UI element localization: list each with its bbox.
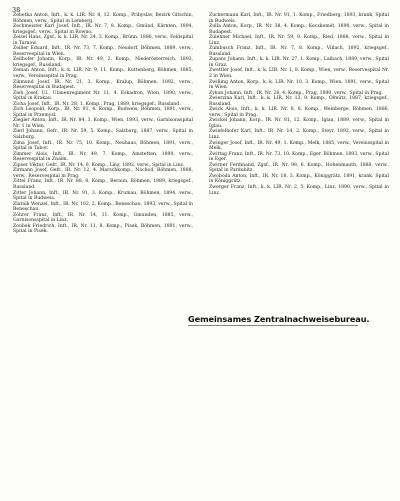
list-entry: Zwickel Johann, Korp., IR. Nr. 81, 12. Komp., Iglau, 1889, verw., Spital in Iglau. [209,118,389,129]
section-heading: Gemeinsames Zentralnachweisebureau. [188,314,388,324]
list-entry: Zykan Johann, Inft., IR. Nr. 28, 4. Komp., Prag, 1890, verw., Spital in Prag. [209,90,383,96]
list-entry: Zimmer Alois, Inft., IR. Nr. 49, 7. Komp., Amstetten, 1890, verw., Reservespital in Znaim. [13,151,193,163]
list-entry: Zwick Alois, Inft., k. k. LIR. Nr. 8, 8. Komp., Weinberge, Böhmen, 1886, verw., Spital in Prag. [209,107,389,118]
list-entry: Zima Josef, Inft., IR. Nr. 75, 10. Komp., Neuhaus, Böhmen, 1891, verw., Spital in Tabor. [13,140,193,152]
list-entry: Zikmund Josef, IR. Nr. 21, 3. Komp., Kralup, Böhmen, 1892, verw., Reservespital in Budapest. [13,79,193,91]
list-entry: Zwerger Franz, Inft., k. k. LIR. Nr. 2, 5. Komp., Linz, 1890, verw., Spital in Linz. [209,184,389,196]
list-entry: Zwettler Josef, Inft., k. k. LIR. Nr. 1, 8. Komp., Wien, verw., Reservespital Nr. 2 in Wien. [209,68,389,80]
right-column [209,13,389,196]
list-entry: Ziegler Anton, Inft., IR. Nr. 84, 3. Komp., Wien, 1893, verw., Garnisonsspital Nr. 1 in Wien. [13,118,193,129]
list-entry: Zwittag Franz, Inft., IR. Nr. 73, 10. Komp., Eger, Böhmen, 1893, verw., Spital in Eger. [209,151,389,163]
list-entry: Zwoboda Anton, Inft., IR. Nr. 18, 3. Komp., Königgrätz, 1891, krank, Spital in Königgrätz. [209,173,389,185]
list-entry: Zeilhofer Johann, Korp., IR. Nr. 49, 2. Komp., Niederösterreich, 1893, kriegsgef., Russland. [13,57,193,68]
list-entry: Zipser Viktor, Gefr., IR. Nr. 14, 6. Komp., Linz, 1892, verw., Spital in Linz. [13,162,185,168]
list-entry: Zwilling Anton, Korp., k. k. LIR. Nr. 10, 3. Komp., Wien, 1891, verw., Spital in Wien. [209,79,389,91]
list-entry: Zupanc Johann, Inft., k. k. LIR. Nr. 27, 1. Komp., Laibach, 1889, verw., Spital in Graz. [209,57,389,68]
list-entry: Zuckermann Karl, Inft., IR. Nr. 91, 1. Komp., Friedberg, 1893, krank, Spital in Budweis. [209,13,389,24]
list-entry: Zeman Anton, Inft., k. k. LIR. Nr. 9, 11. Komp., Kuttenberg, Böhmen, 1885, verw., Vereinsspital in Prag. [13,68,193,80]
list-entry: Zulehner Michael, Inft., IR. Nr. 59, 9. Komp., Ried, 1888, verw., Spital in Linz. [209,35,389,46]
list-entry: Zwinger Josef, Inft., IR. Nr. 49, 1. Komp., Melk, 1885, verw., Vereinsspital in Melk. [209,140,389,152]
list-entry: Zicha Josef, Inft., IR. Nr. 28, 1. Komp., Prag, 1889, kriegsgef., Russland. [13,101,181,107]
list-entry: Zeisel Hans, Zgsf., k. k. LIR. Nr. 24, 3. Komp., Brünn, 1886, verw., Feldspital in Tarnow. [13,35,193,46]
list-entry: Zeiller Eduard, Inft., IR. Nr. 73, 7. Komp., Neudorf, Böhmen, 1889, verw., Reservespital in Wien. [13,46,193,57]
page-number: 38 [12,6,21,14]
list-entry: Zumbusch Franz, Inft., IR. Nr. 7, 8. Komp., Villach, 1892, kriegsgef., Russland. [209,46,389,57]
list-entry: Zöhrer Franz, Inft., IR. Nr. 14, 11. Komp., Gmunden, 1885, verw., Garnisonsspital in Linz. [13,212,193,224]
list-entry: Zieh Josef, Ul., Ulanenregiment Nr. 11, 4. Eskadron, Wien, 1890, verw., Spital in Krakau. [13,90,193,102]
list-entry: Zwiefelhofer Karl, Inft., IR. Nr. 14, 2. Komp., Steyr, 1892, verw., Spital in Linz. [209,129,389,141]
list-entry: Zebetka Anton, Inft., k. k. LIR. Nr. 8, 12. Komp., Pribyslav, Bezirk Gitschin, Böhmen, verw., Spital in Lemberg. [13,13,193,24]
left-column [13,13,193,235]
list-entry: Zwierzina Karl, Inft., k. k. LIR. Nr. 13, 9. Komp., Olmütz, 1887, kriegsgef., Russland. [209,96,389,107]
list-entry: Zoubek Friedrich, Inft., IR. Nr. 11, 8. Komp., Pisek, Böhmen, 1891, verw., Spital in Pisek. [13,223,193,235]
list-entry: Zirmann Josef, Gefr., IR. Nr. 12, 4. Marschkomp., Nachod, Böhmen, 1888, verw., Reservespital in Prag. [13,168,193,179]
list-entry: Zierl Johann, Gefr., IR. Nr. 59, 5. Komp., Salzburg, 1887, verw., Spital in Salzburg. [13,129,193,141]
list-entry: Zitter Johann, Inft., IR. Nr. 91, 3. Komp., Krumau, Böhmen, 1894, verw., Spital in Budweis. [13,190,193,202]
list-entry: Zlatnik Wenzel, Inft., IR. Nr. 102, 2. Komp., Beneschau, 1893, verw., Spital in Beneschau. [13,201,193,213]
list-entry: Zich Leopold, Korp., IR. Nr. 91, 4. Komp., Budweis, Böhmen, 1891, verw., Spital in Przemysl. [13,107,193,118]
list-entry: Zwirner Ferdinand, Zgsf., IR. Nr. 98, 6. Komp., Hohenmauth, 1888, verw., Spital in Pardubitz. [209,162,389,174]
list-entry: Zittel Franz, Inft., IR. Nr. 88, 8. Komp., Beraun, Böhmen, 1889, kriegsgef., Russland. [13,179,193,190]
list-entry: Zulla Anton, Korp., IR. Nr. 38, 4. Komp., Kecskemét, 1890, verw., Spital in Budapest. [209,24,389,35]
list-entry: Zechmeister Karl Josef, Inft., IR. Nr. 7, 8. Komp., Gmünd, Kärnten, 1894, kriegsgef., verw., Spital in Rowno. [13,24,193,35]
